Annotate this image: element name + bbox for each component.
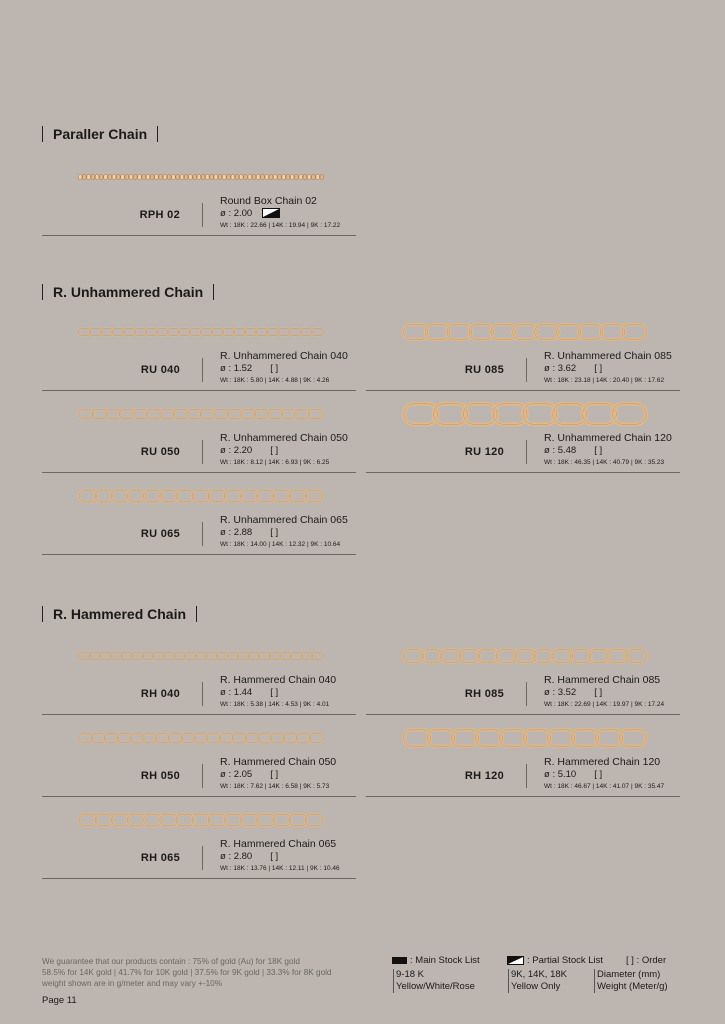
chain-image	[78, 642, 324, 670]
product-diameter: ø : 1.44 [ ]	[220, 687, 279, 698]
product-name: R. Unhammered Chain 120	[544, 432, 672, 444]
product-name: R. Unhammered Chain 085	[544, 350, 672, 362]
product-code: RU 065	[140, 528, 180, 540]
chain-image	[402, 400, 648, 428]
product-weight: Wt : 18K : 5.80 | 14K : 4.88 | 9K : 4.26	[220, 377, 330, 384]
product-ru120	[366, 400, 680, 510]
legend-partial-stock: : Partial Stock List	[507, 955, 603, 966]
product-name: R. Unhammered Chain 040	[220, 350, 348, 362]
product-code: RU 120	[464, 446, 504, 458]
product-code: RU 050	[140, 446, 180, 458]
gold-guarantee-note: We guarantee that our products contain : 75% of gold (Au) for 18K gold 58.5% for 14K gold | 41.7% for 10K gold | 37.5% for 9K gold | 33.3% for 8K gold weight shown are in g/meter and may vary +-10%	[42, 957, 332, 988]
product-weight: Wt : 18K : 13.76 | 14K : 12.11 | 9K : 10.46	[220, 865, 340, 872]
product-diameter: ø : 3.62 [ ]	[544, 363, 603, 374]
product-diameter: ø : 5.48 [ ]	[544, 445, 603, 456]
chain-image	[78, 806, 324, 834]
product-code: RH 085	[464, 688, 504, 700]
product-code: RU 040	[140, 364, 180, 376]
section-title-paraller: Paraller Chain	[42, 126, 158, 142]
chain-image	[402, 724, 648, 752]
chain-image	[78, 318, 324, 346]
product-code: RPH 02	[139, 209, 180, 221]
partial-stock-icon	[262, 208, 280, 218]
legend-col-partial: 9K, 14K, 18K Yellow Only	[508, 969, 567, 993]
product-diameter: ø : 2.05 [ ]	[220, 769, 279, 780]
product-weight: Wt : 18K : 22.69 | 14K : 19.97 | 9K : 17.24	[544, 701, 665, 708]
legend-col-order: Diameter (mm) Weight (Meter/g)	[594, 969, 668, 993]
legend-order: [ ] : Order	[626, 955, 667, 966]
product-weight: Wt : 18K : 46.35 | 14K : 40.79 | 9K : 35.23	[544, 459, 665, 466]
product-code: RH 040	[140, 688, 180, 700]
chain-image	[78, 482, 324, 510]
chain-image	[78, 724, 324, 752]
product-name: R. Hammered Chain 050	[220, 756, 337, 768]
page-number: Page 11	[42, 995, 77, 1006]
product-diameter: ø : 5.10 [ ]	[544, 769, 603, 780]
product-ru065	[42, 482, 356, 592]
product-rph02	[42, 163, 356, 273]
product-weight: Wt : 18K : 23.18 | 14K : 20.40 | 9K : 17.62	[544, 377, 665, 384]
section-title-hammered: R. Hammered Chain	[42, 606, 197, 622]
product-name: R. Unhammered Chain 050	[220, 432, 348, 444]
product-rh120	[366, 724, 680, 834]
product-name: R. Unhammered Chain 065	[220, 514, 348, 526]
main-stock-icon	[392, 957, 407, 964]
product-diameter: ø : 2.88 [ ]	[220, 527, 279, 538]
chain-image	[78, 163, 324, 191]
product-name: R. Hammered Chain 040	[220, 674, 337, 686]
legend-col-main: 9-18 K Yellow/White/Rose	[393, 969, 475, 993]
chain-image	[78, 400, 324, 428]
product-code: RU 085	[464, 364, 504, 376]
product-code: RH 120	[464, 770, 504, 782]
product-diameter: ø : 2.80 [ ]	[220, 851, 279, 862]
product-weight: Wt : 18K : 46.67 | 14K : 41.07 | 9K : 35.47	[544, 783, 665, 790]
chain-image	[402, 642, 648, 670]
product-name: R. Hammered Chain 120	[544, 756, 661, 768]
product-name: R. Hammered Chain 065	[220, 838, 337, 850]
product-rh065	[42, 806, 356, 916]
chain-image	[402, 318, 648, 346]
product-name: Round Box Chain 02	[220, 195, 317, 207]
product-diameter: ø : 2.20 [ ]	[220, 445, 279, 456]
product-weight: Wt : 18K : 14.00 | 14K : 12.32 | 9K : 10.64	[220, 541, 341, 548]
product-name: R. Hammered Chain 085	[544, 674, 661, 686]
legend-main-stock: : Main Stock List	[392, 955, 480, 966]
partial-stock-icon	[507, 956, 524, 965]
product-diameter: ø : 1.52 [ ]	[220, 363, 279, 374]
product-diameter: ø : 2.00	[220, 208, 280, 219]
product-diameter: ø : 3.52 [ ]	[544, 687, 603, 698]
product-weight: Wt : 18K : 5.38 | 14K : 4.53 | 9K : 4.01	[220, 701, 330, 708]
section-title-unhammered: R. Unhammered Chain	[42, 284, 214, 300]
product-weight: Wt : 18K : 7.62 | 14K : 6.58 | 9K : 5.73	[220, 783, 330, 790]
product-weight: Wt : 18K : 22.66 | 14K : 19.94 | 9K : 17.22	[220, 222, 341, 229]
product-weight: Wt : 18K : 8.12 | 14K : 6.93 | 9K : 6.25	[220, 459, 330, 466]
product-code: RH 065	[140, 852, 180, 864]
product-code: RH 050	[140, 770, 180, 782]
